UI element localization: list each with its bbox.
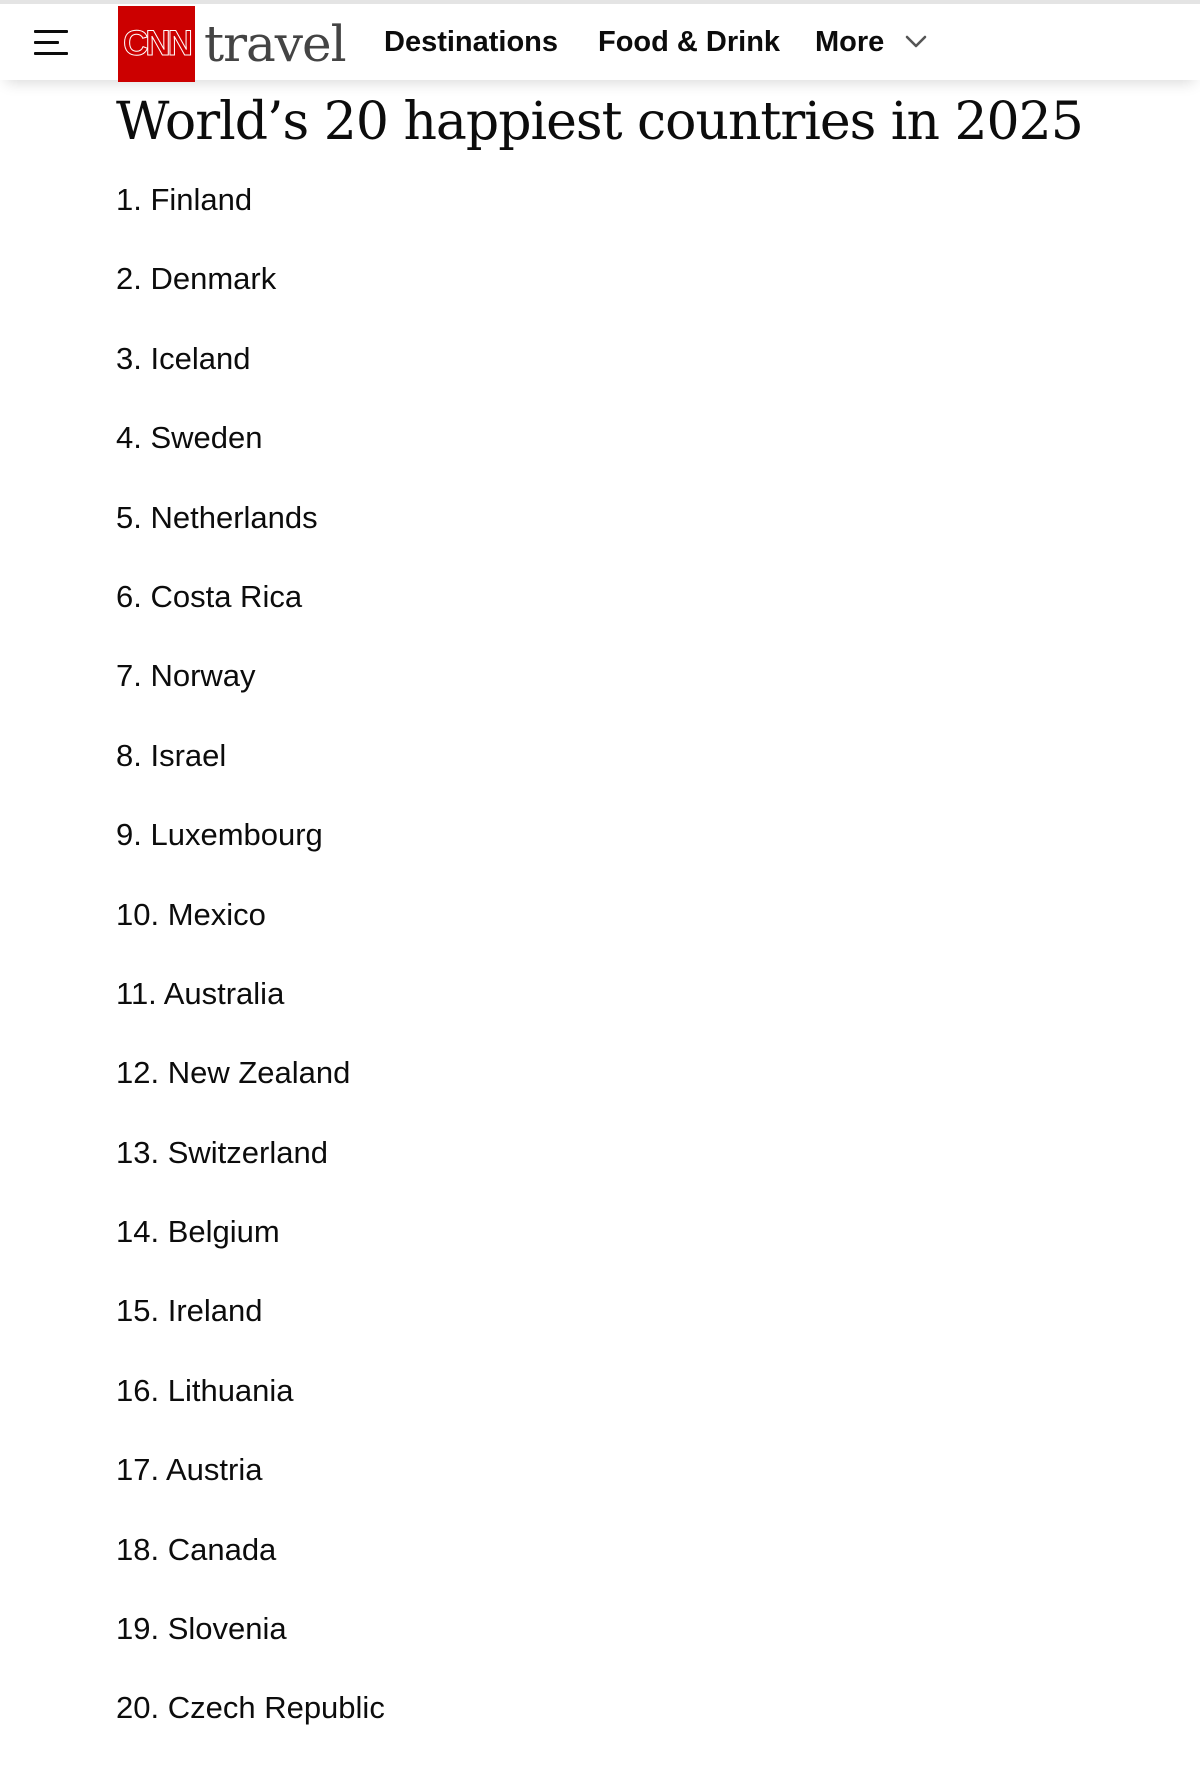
travel-wordmark: travel [204, 15, 346, 73]
list-item: 14. Belgium [116, 1214, 280, 1250]
cnn-logo-mark: CNN [118, 6, 195, 82]
list-item: 18. Canada [116, 1531, 277, 1567]
cnn-travel-logo[interactable] [118, 6, 346, 82]
list-item: 4. Sweden [116, 420, 263, 456]
article-title: World’s 20 happiest countries in 2025 [116, 92, 1083, 152]
list-item: 7. Norway [116, 658, 256, 694]
list-item: 9. Luxembourg [116, 817, 323, 853]
list-item: 11. Australia [116, 975, 285, 1011]
list-item: 20. Czech Republic [116, 1690, 385, 1726]
list-item: 12. New Zealand [116, 1055, 351, 1091]
list-item: 17. Austria [116, 1452, 263, 1488]
list-item: 5. Netherlands [116, 499, 318, 535]
list-item: 3. Iceland [116, 340, 251, 376]
list-item: 13. Switzerland [116, 1134, 328, 1170]
chevron-down-icon[interactable] [905, 34, 927, 50]
nav-more[interactable]: More [815, 26, 885, 58]
nav-food-drink[interactable]: Food & Drink [598, 26, 781, 58]
nav-destinations[interactable]: Destinations [384, 26, 559, 58]
list-item: 19. Slovenia [116, 1611, 287, 1647]
list-item: 16. Lithuania [116, 1372, 294, 1408]
list-item: 15. Ireland [116, 1293, 263, 1329]
happiest-countries-list [116, 180, 385, 1768]
list-item: 6. Costa Rica [116, 578, 303, 614]
list-item: 2. Denmark [116, 261, 277, 297]
list-item: 10. Mexico [116, 896, 266, 932]
hamburger-menu-icon[interactable] [30, 26, 70, 60]
list-item: 8. Israel [116, 737, 227, 773]
list-item: 1. Finland [116, 182, 253, 217]
site-header [0, 4, 1200, 80]
